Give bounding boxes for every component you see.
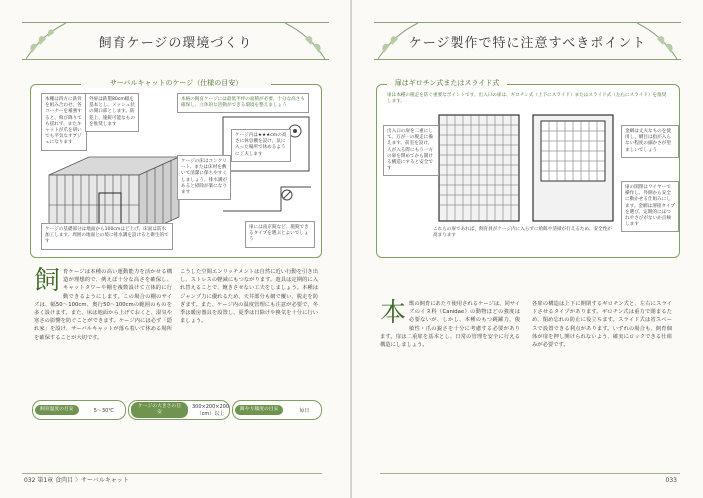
guillotine-door-illustration [437, 113, 521, 223]
info-temperature-value: 5〜30℃ [93, 407, 114, 414]
info-cage-size-label: ケージの大きさの目安 [131, 402, 188, 418]
note-base: ケージの基礎部分は地面から100cmほど上げ、床面は防水加工します。周囲の地面との境に排水溝を設けると衛生的です [41, 223, 173, 250]
right-page [352, 0, 703, 498]
note-door: 外扉は鉄製80cm幅を基本とし、メッシュ状の開口部とします。防犯上、施錠可能なものを推奨します [85, 93, 139, 132]
door-green-lead: 扉は本種の脱走を防ぐ重要なポイントです。出入口の扉は、ギロチン式（上下にスライド）またはスライド式（左右にスライド）を推奨します。 [387, 93, 667, 105]
note-lock: 扉には南京錠など、施錠できるタイプを選ぶとよいでしょう [245, 221, 315, 248]
right-footer: 033 [665, 477, 677, 484]
left-page [0, 0, 351, 498]
note-pipe: 本棚は四方に鉄骨を組み合わせ、各コーナーを補強すると、飛び降りても揺れず、またキャットが爪を研いでも平気なオブジェになります [41, 93, 87, 151]
right-page-title: ケージ製作で特に注意すべきポイント [408, 35, 647, 51]
right-folio-line [380, 473, 680, 474]
info-feeding [232, 400, 322, 420]
leaf-ornament-icon [374, 19, 422, 63]
left-title-band [22, 22, 329, 60]
cage-figure-caption: サーバルキャットのケージ（仕様の目安） [81, 78, 271, 88]
door-figure-box [376, 79, 680, 258]
door-plan-detail [221, 183, 313, 213]
info-temperature [32, 400, 126, 420]
door-note-left: 出入口の扉を二重にして、万が一の脱走に備えます。前室を設け、人が入る際にもう一方の扉を閉めてから開ける構造にすると安全です [383, 125, 439, 176]
note-side: ケージ内は★★★cmの高さに休息棚を設け、気に入った場所で休めるように工夫します [231, 129, 291, 162]
left-page-title: 飼育ケージの環境づくり [98, 35, 253, 51]
door-note-right-bottom: 扉の開閉はワイヤーで操作し、外側から安全に動かせる仕組みにします。金網は溶接タイプを選び、定期的にほつれやさびがないか点検します [621, 181, 679, 232]
left-body-column-1 [34, 268, 172, 342]
door-figure-caption: 扉はギロチン式またはスライド式 [387, 78, 507, 88]
info-temperature-label: 飼育温度の目安 [35, 405, 79, 415]
left-folio-line [22, 473, 322, 474]
note-green-lead: 本格の飼育ケージには最低半坪の面積が必要。十分な高さも確保し、立体的な活動ができる環境を整えましょう [177, 93, 309, 113]
right-body-text-1: 獣の飼育にあたり使用されるケージは、同サイズのイヌ科（Canidae）の動物ほどの強度は必要ないが、しかし、本種のもつ跳躍力、俊敏性・爪の鋭さを十分に考慮する必要があります。扉は二重扉を基本とし、日常の管理を安全に行える構造にしましょう。 [380, 301, 520, 349]
door-note-right-top: 金網は丈夫なものを使用し、網目は指が入らない程度の細かさが望ましいでしょう [621, 125, 679, 158]
info-feeding-label: 餌やり頻度の目安 [235, 405, 283, 415]
cage-figure-box [30, 79, 322, 258]
right-body-column-1 [380, 300, 520, 349]
dropcap-right: 本 [380, 298, 407, 328]
info-feeding-value: 毎日 [299, 407, 310, 414]
info-cage-size [128, 400, 230, 420]
left-body-column-2: こうした空間エンリッチメントは自然に近い行動を引き出し、ストレスの軽減にもつながります。遊具は定期的に入れ替えることで、飽きさせない工夫をしましょう。本種はジャンプ力に優れるため、天井部分も網で覆い、脱走を防ぎます。また、ケージ内の温度管理にも注意が必要で、冬季は暖房器具を設置し、夏季は日除けや換気を十分に行いましょう。 [180, 269, 318, 325]
left-body-text-1: 育ケージは本種の高い運動能力を活かせる構造が理想的で、例えば十分な高さを確保し、キャットタワーや棚を複数設けて立体的に行動できるようにします。この場合の棚のサイズは、幅50〜100cm、奥行50〜100cmの範囲のものを多く設けます。また、床は地面から上げておくと、湿気や寒さの影響を防ぐことができます。ケージ内には必ず「隠れ家」を設け、サーバルキャットが落ち着いて休める場所を確保することが大切です。 [34, 269, 172, 341]
slide-door-illustration [531, 113, 615, 223]
dropcap-left: 飼 [34, 266, 61, 296]
leaf-ornament-icon [22, 19, 70, 63]
note-floor: ケージの床はコンクリート、または床材を敷いて清潔に保ちやすくしましょう。排水溝があると掃除が楽になります [177, 155, 231, 200]
right-title-band [374, 22, 681, 60]
left-footer: 032 第1章 食肉目 〉サーバルキャット [24, 477, 129, 484]
leaf-ornament-icon [633, 19, 681, 63]
leaf-ornament-icon [281, 19, 329, 63]
door-note-bottom: これらの扉であれば、飼育員がケージ内に入らずに給餌や清掃が行えるため、安全性が高まります [433, 227, 612, 239]
right-body-column-2: 各扉の構造は上下に開閉するギロチン式と、左右にスライドさせるタイプがあります。ギロチン式は重力で閉まるため、閉め忘れの防止に役立ちます。スライド式は省スペースで設置できる利点があります。いずれの場合も、飼育個体が扉を押し開けられないよう、確実にロックできる仕組みが必要です。 [532, 301, 672, 349]
info-cage-size-value: 300×200×200（cm）以上 [191, 403, 229, 417]
